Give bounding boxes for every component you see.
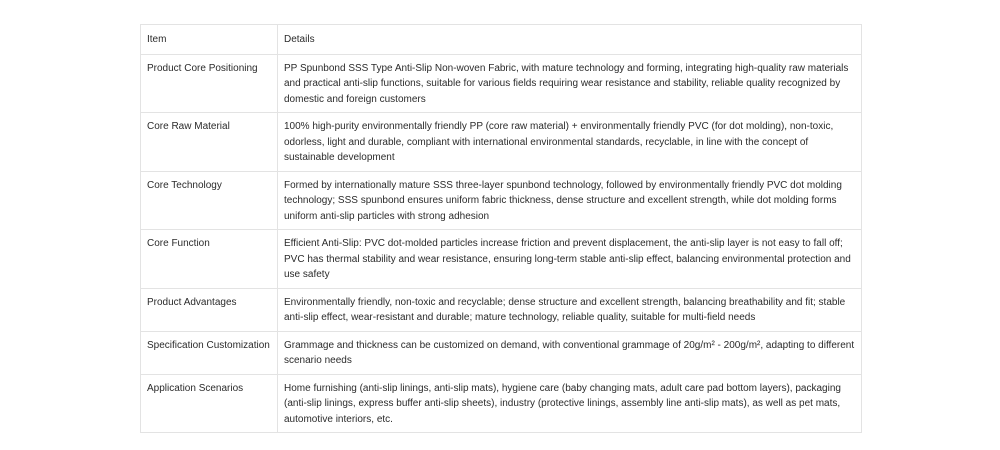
row-item-cell: Core Technology — [141, 171, 278, 230]
table-row — [141, 288, 862, 331]
row-item-cell: Product Advantages — [141, 288, 278, 331]
row-details-cell: PP Spunbond SSS Type Anti-Slip Non-woven Fabric, with mature technology and forming, integrating high-quality raw materials and practical anti-slip functions, suitable for various fields requiring wear resistance and stability, reliable quality recognized by domestic and foreign customers — [278, 54, 862, 113]
table-row — [141, 54, 862, 113]
table-body — [141, 54, 862, 433]
table-row — [141, 374, 862, 433]
row-item-cell: Specification Customization — [141, 331, 278, 374]
table-row — [141, 331, 862, 374]
row-item-cell: Core Function — [141, 230, 278, 289]
table-row — [141, 171, 862, 230]
row-details-cell: Home furnishing (anti-slip linings, anti-slip mats), hygiene care (baby changing mats, adult care pad bottom layers), packaging (anti-slip linings, express buffer anti-slip sheets), industry (protective linings, assembly line anti-slip mats), as well as pet mats, automotive interiors, etc. — [278, 374, 862, 433]
header-row — [141, 25, 862, 55]
table-row — [141, 230, 862, 289]
row-details-cell: Environmentally friendly, non-toxic and recyclable; dense structure and excellent strength, balancing breathability and fit; stable anti-slip effect, wear-resistant and durable; mature technology, reliable quality, suitable for multi-field needs — [278, 288, 862, 331]
header-item: Item — [141, 25, 278, 55]
row-details-cell: Grammage and thickness can be customized on demand, with conventional grammage of 20g/m² - 200g/m², adapting to different scenario needs — [278, 331, 862, 374]
row-details-cell: Formed by internationally mature SSS three-layer spunbond technology, followed by environmentally friendly PVC dot molding technology; SSS spunbond ensures uniform fabric thickness, dense structure and excellent strength, while dot molding forms uniform anti-slip particles with strong adhesion — [278, 171, 862, 230]
row-item-cell: Core Raw Material — [141, 113, 278, 172]
table-row — [141, 113, 862, 172]
header-details: Details — [278, 25, 862, 55]
row-details-cell: Efficient Anti-Slip: PVC dot-molded particles increase friction and prevent displacement, the anti-slip layer is not easy to fall off; PVC has thermal stability and wear resistance, ensuring long-term stable anti-slip effect, balancing environmental protection and use safety — [278, 230, 862, 289]
row-details-cell: 100% high-purity environmentally friendly PP (core raw material) + environmentally friendly PVC (for dot molding), non-toxic, odorless, light and durable, compliant with international environmental standards, recyclable, in line with the concept of sustainable development — [278, 113, 862, 172]
row-item-cell: Product Core Positioning — [141, 54, 278, 113]
row-item-cell: Application Scenarios — [141, 374, 278, 433]
table-header — [141, 25, 862, 55]
product-spec-table — [140, 24, 862, 433]
